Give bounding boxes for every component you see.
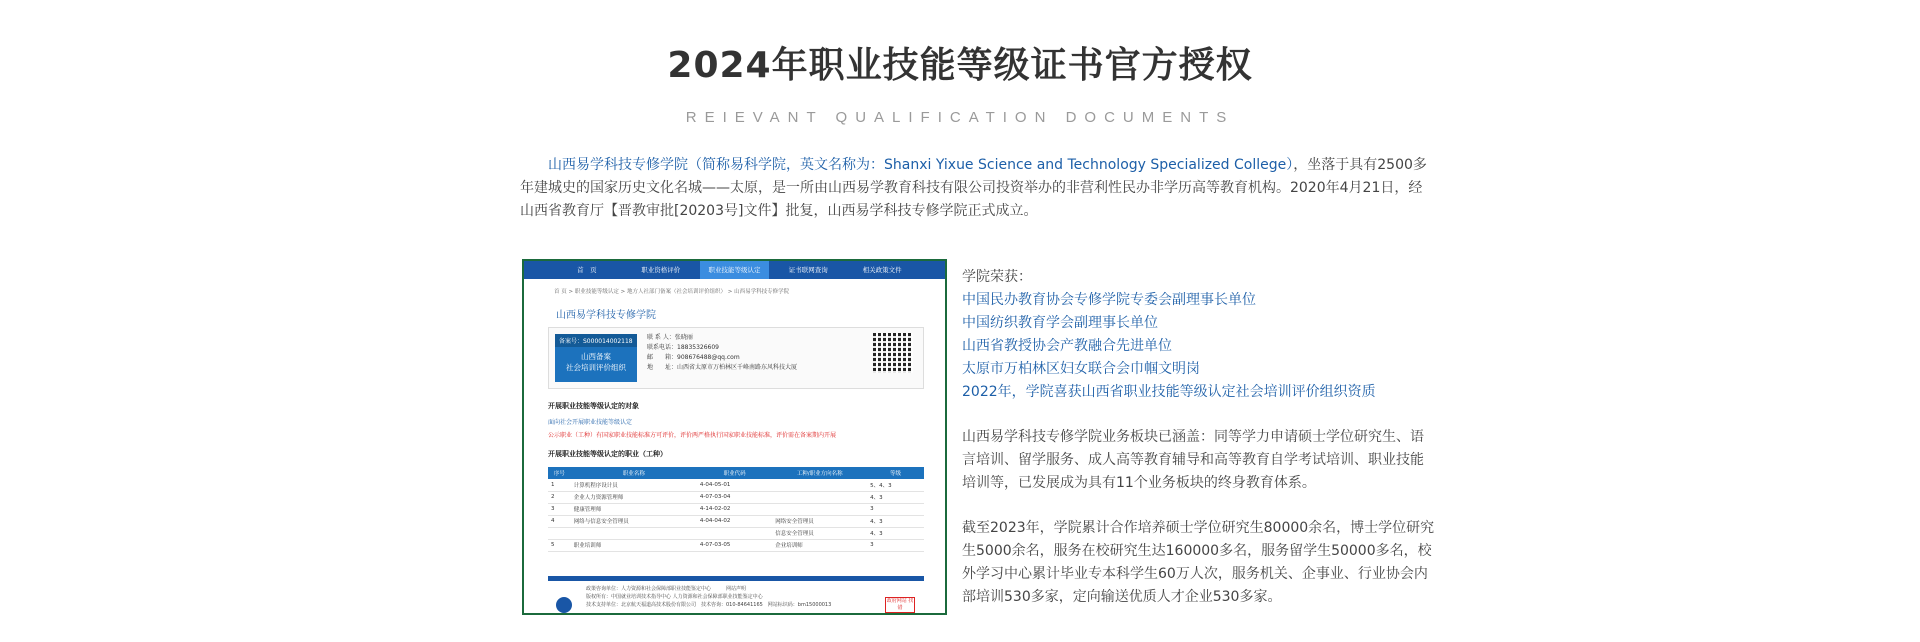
cert-contact-address: 地 址：山西省太原市万柏林区千峰南路东风科技大厦 (647, 364, 798, 371)
cert-badge-line1: 山西备案 (581, 352, 611, 361)
table-header: 等级 (867, 467, 924, 479)
table-row (548, 527, 924, 539)
table-cell (772, 491, 867, 503)
table-cell: 4-04-04-02 (697, 515, 772, 527)
cert-footer-line: 技术支持单位：北京航天福道高技术股份有限公司 技术咨询：010-84641165 网站标识码：bm15000013 (586, 602, 832, 608)
cert-section-target: 开展职业技能等级认定的对象 (548, 402, 639, 410)
cert-nav-item-policy: 相关政策文件 (862, 266, 902, 274)
cert-breadcrumb: 首 页 > 职业技能等级认定 > 地方人社部门备案（社会培训评价组织） > 山西易学科技专修学院 (554, 289, 790, 295)
gov-site-badge[interactable]: 政府网站 找错 (886, 598, 914, 611)
cert-nav-item-home: 首 页 (577, 266, 597, 274)
cert-badge-line2: 社会培训评价组织 (566, 363, 626, 372)
certificate-screenshot[interactable] (522, 259, 947, 615)
page-title: 2024年职业技能等级证书官方授权 (667, 45, 1253, 86)
table-cell (772, 479, 867, 491)
table-row (548, 539, 924, 551)
intro-highlight: 山西易学科技专修学院（简称易科学院，英文名称为：Shanxi Yixue Science and Technology Specialized College） (548, 157, 1294, 173)
cert-red-note: 公示职业（工种）有国家职业技能标准方可评价，评价两严格执行国家职业技能标准，评价需在备案期内开展 (548, 432, 837, 439)
table-cell: 职业培训师 (571, 539, 697, 551)
cert-contact-phone: 联系电话：18835326609 (647, 344, 719, 351)
table-cell: 4、3 (867, 491, 924, 503)
table-header: 职业代码 (697, 467, 772, 479)
business-paragraph: 山西易学科技专修学院业务板块已涵盖：同等学力申请硕士学位研究生、语言培训、留学服务、成人高等教育辅导和高等教育自学考试培训、职业技能培训等，已发展成为具有11个业务板块的终身教育体系。 (962, 429, 1424, 491)
cert-badge (555, 334, 637, 382)
cert-section-occupations: 开展职业技能等级认定的职业（工种） (548, 450, 667, 458)
table-cell: 4-07-03-05 (697, 539, 772, 551)
honor-item: 中国民办教育协会专修学院专委会副理事长单位 (962, 292, 1256, 308)
table-header: 职业名称 (571, 467, 697, 479)
honor-item: 2022年，学院喜获山西省职业技能等级认定社会培训评价组织资质 (962, 384, 1376, 400)
table-row (548, 515, 924, 527)
certificate-nav (524, 261, 945, 279)
table-header: 工种/职业方向名称 (772, 467, 867, 479)
cert-footer-divider (548, 576, 924, 581)
cert-footer-line: 政策咨询单位：人力资源和社会保障部职业技能鉴定中心 网站声明 (586, 586, 747, 592)
table-cell: 网络安全管理员 (772, 515, 867, 527)
table-cell: 企业培训师 (772, 539, 867, 551)
table-cell: 健康管理师 (571, 503, 697, 515)
table-cell: 4-04-05-01 (697, 479, 772, 491)
cert-footer-line: 版权所有：中国就业培训技术指导中心 人力资源和社会保障部职业技能鉴定中心 (586, 594, 763, 600)
table-cell: 2 (548, 491, 571, 503)
achievement-paragraph: 截至2023年，学院累计合作培养硕士学位研究生80000余名，博士学位研究生5000余名，服务在校研究生达160000多名，服务留学生50000多名，校外学习中心累计毕业专本科学生60万人次，服务机关、企事业、行业协会内部培训530多家，定向输送优质人才企业530多家。 (962, 520, 1435, 605)
table-cell: 5、4、3 (867, 479, 924, 491)
cert-nav-item-evaluation: 职业资格评价 (641, 266, 681, 274)
cert-badge-number: 备案号：S000014002118 (555, 334, 637, 347)
table-row (548, 479, 924, 491)
table-cell: 4 (548, 515, 571, 527)
table-cell: 1 (548, 479, 571, 491)
honors-panel (962, 266, 1437, 609)
table-cell: 3 (548, 503, 571, 515)
table-cell: 4、3 (867, 515, 924, 527)
cert-contact-person: 联 系 人：张晓丽 (647, 334, 693, 341)
table-cell (571, 527, 697, 539)
cert-footer (548, 585, 924, 615)
honor-item: 山西省教授协会产教融合先进单位 (962, 338, 1172, 354)
cert-contact-info (647, 333, 797, 373)
cert-target-link: 面向社会开展职业技能等级认定 (548, 419, 633, 426)
honor-item: 太原市万柏林区妇女联合会巾帼文明岗 (962, 361, 1200, 377)
table-cell (772, 503, 867, 515)
cert-nav-item-skill-level: 职业技能等级认定 (700, 261, 770, 279)
table-cell: 信息安全管理员 (772, 527, 867, 539)
cert-nav-item-query: 证书联网查询 (788, 266, 828, 274)
table-cell: 企业人力资源管理师 (571, 491, 697, 503)
page-subtitle: REIEVANT QUALIFICATION DOCUMENTS (685, 109, 1235, 126)
intro-paragraph (520, 154, 1434, 223)
honors-title: 学院荣获： (962, 269, 1032, 285)
table-cell: 网络与信息安全管理员 (571, 515, 697, 527)
table-cell: 计算机程序设计员 (571, 479, 697, 491)
qr-code-icon (873, 333, 913, 373)
intro-text: ，坐落于具有2500多年建城史的国家历史文化名城——太原，是一所由山西易学教育科技有限公司投资举办的非营利性民办非学历高等教育机构。2020年4月21日，经山西省教育厅【晋教审批[20203号]文件】批复，山西易学科技专修学院正式成立。 (520, 157, 1427, 219)
honor-item: 中国纺织教育学会副理事长单位 (962, 315, 1158, 331)
table-cell (548, 527, 571, 539)
table-cell: 3 (867, 503, 924, 515)
table-cell: 4、3 (867, 527, 924, 539)
cert-contact-email: 邮 箱：908676488@qq.com (647, 354, 740, 361)
table-header: 序号 (548, 467, 571, 479)
table-cell: 4-14-02-02 (697, 503, 772, 515)
table-row (548, 491, 924, 503)
cert-org-name: 山西易学科技专修学院 (556, 310, 656, 321)
table-cell (697, 527, 772, 539)
cert-occupation-table (548, 467, 924, 552)
table-cell: 5 (548, 539, 571, 551)
cert-info-card (548, 327, 924, 389)
table-cell: 3 (867, 539, 924, 551)
table-cell: 4-07-03-04 (697, 491, 772, 503)
table-row (548, 503, 924, 515)
section-header (0, 38, 1920, 128)
